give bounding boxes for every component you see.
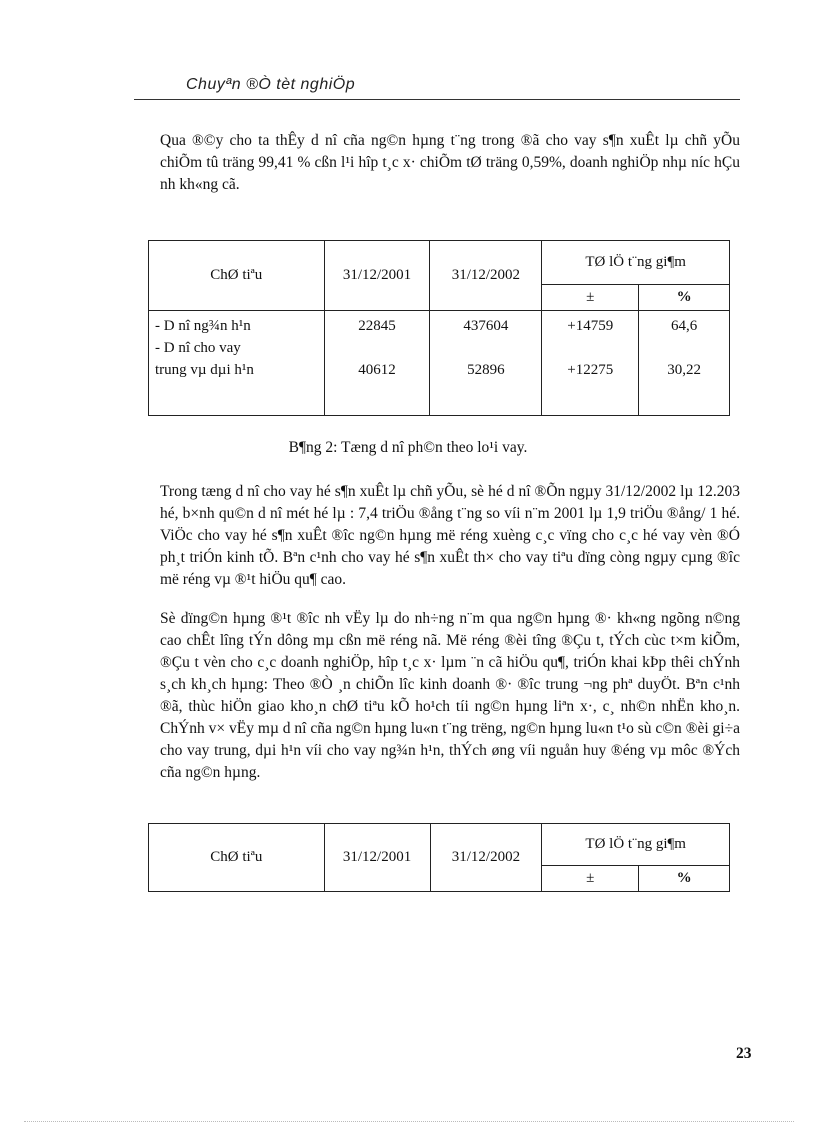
value-2001-short: 22845 — [358, 318, 396, 334]
table-caption: B¶ng 2: Tæng d nî ph©n theo lo¹i vay. — [288, 439, 528, 456]
value-pct-medium: 30,22 — [667, 362, 701, 378]
cell-2001 — [324, 311, 430, 416]
value-pm-medium: +12275 — [567, 362, 614, 378]
th2-plusminus: ± — [542, 866, 639, 892]
th2-change: TØ lÖ t¨ng gi¶m — [542, 824, 730, 866]
th-2002: 31/12/2002 — [430, 241, 542, 311]
table-loan-by-term — [148, 240, 730, 416]
th-change: TØ lÖ t¨ng gi¶m — [542, 241, 730, 285]
th2-2001: 31/12/2001 — [324, 824, 430, 892]
th-chitieu: ChØ tiªu — [149, 241, 325, 311]
row-label-medium-term-b: trung vµ dµi h¹n — [155, 362, 254, 378]
paragraph-1: Qua ®©y cho ta thÊy d nî cña ng©n hµng t¨ng trong ®ã cho vay s¶n xuÊt lµ chñ yÕu chiÕm tû träng 99,41 % cßn l¹i hîp t¸c x· chiÕm tØ träng 0,59%, doanh nghiÖp nhµ níc hÇu nh kh«ng cã. — [160, 132, 740, 193]
value-2002-short: 437604 — [463, 318, 509, 334]
cell-percent — [639, 311, 730, 416]
header-title: Chuyªn ®Ò tèt nghiÖp — [186, 76, 356, 93]
th2-2002: 31/12/2002 — [430, 824, 542, 892]
header-rule — [134, 99, 740, 100]
table-second — [148, 823, 730, 892]
page-number: 23 — [736, 1045, 752, 1062]
cell-2002 — [430, 311, 542, 416]
th-2001: 31/12/2001 — [324, 241, 430, 311]
value-pm-short: +14759 — [567, 318, 614, 334]
cell-plusminus — [542, 311, 639, 416]
th-plusminus: ± — [542, 285, 639, 311]
row-label-short-term: - D nî ng¾n h¹n — [155, 318, 251, 334]
th2-percent: % — [639, 866, 730, 892]
value-2001-medium: 40612 — [358, 362, 396, 378]
paragraph-3: Sè dïng©n hµng ®¹t ®îc nh vËy lµ do nh÷ng n¨m qua ng©n hµng ®· kh«ng ngõng n©ng cao chÊt lîng tÝn dông mµ cßn më réng nã. Më réng ®èi tîng ®Çu t, tÝch cùc t×m kiÕm, ®Çu t vèn cho c¸c doanh nghiÖp, hîp t¸c x· lµm ¨n cã hiÖu qu¶, triÓn khai kÞp thêi chÝnh s¸ch kh¸ch hµng: Theo ®Ò ¸n chiÕn lîc kinh doanh ®· ®îc trung ¬ng phª duyÖt. Bªn c¹nh ®ã, thùc hiÖn giao kho¸n chØ tiªu kÕ ho¹ch tíi ng©n hµng liªn x·, c¸ nh©n nhËn kho¸n. ChÝnh v× vËy mµ d nî cña ng©n hµng lu«n t¨ng trëng, ng©n hµng lu«n t¹o sù c©n ®èi gi÷a cho vay trung, dµi h¹n víi cho vay ng¾n h¹n, thÝch øng víi nguån huy ®éng vµ môc ®Ých cña ng©n hµng. — [160, 610, 740, 781]
table-row-labels — [149, 311, 325, 416]
value-2002-medium: 52896 — [467, 362, 505, 378]
paragraph-2: Trong tæng d nî cho vay hé s¶n xuÊt lµ chñ yÕu, sè hé d nî ®Õn ngµy 31/12/2002 lµ 12.203 hé, b×nh qu©n d nî mét hé lµ : 7,4 triÖu ®ång t¨ng so víi n¨m 2001 lµ 1,9 triÖu ®ång/ 1 hé. ViÖc cho vay hé s¶n xuÊt ®îc ng©n hµng më réng xuèng c¸c vïng cho c¸c hé vay vèn ®Ó ph¸t triÓn kinh tÕ. Bªn c¹nh cho vay hé s¶n xuÊt th× cho vay tiªu dïng còng ngµy cµng ®îc më réng vµ ®¹t hiÖu qu¶ cao. — [160, 483, 740, 588]
row-label-medium-term-a: - D nî cho vay — [155, 340, 241, 356]
th-percent: % — [639, 285, 730, 311]
th2-chitieu: ChØ tiªu — [149, 824, 325, 892]
value-pct-short: 64,6 — [670, 318, 698, 334]
footer-divider — [24, 1121, 794, 1122]
